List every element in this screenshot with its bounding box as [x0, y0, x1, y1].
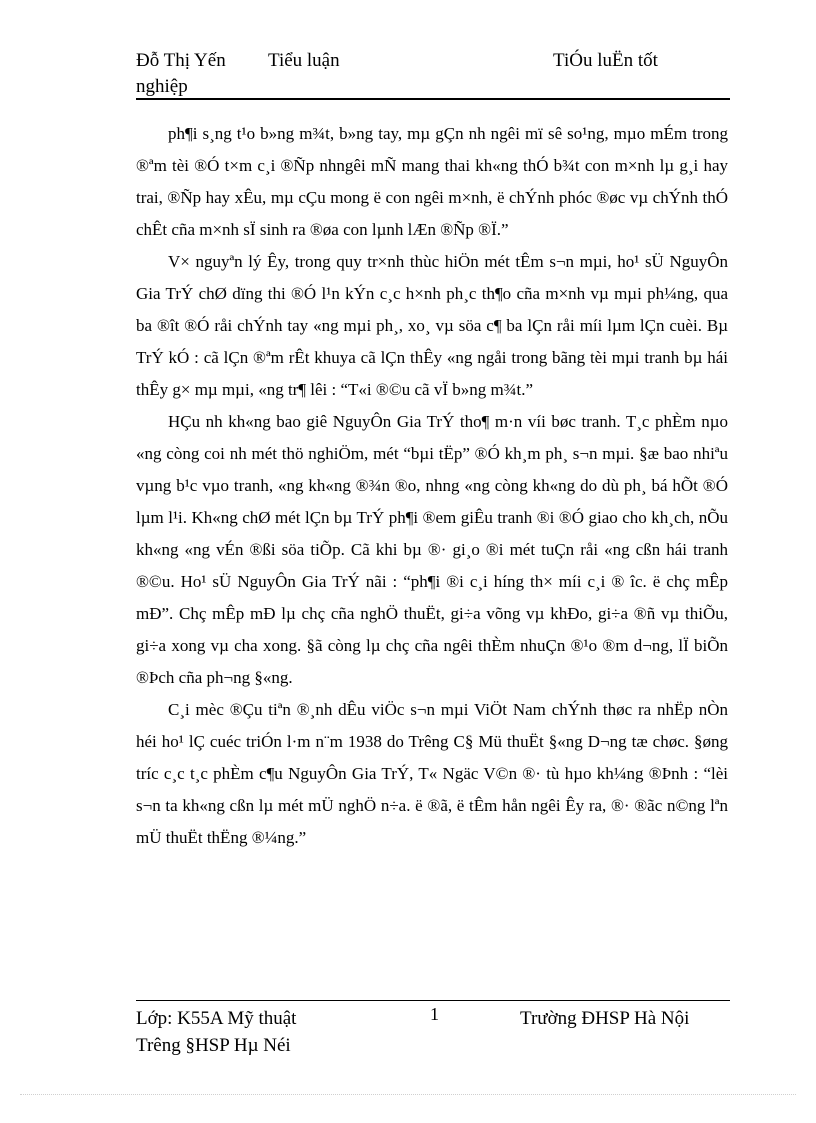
header-title: Tiểu luận [268, 50, 340, 71]
header-title-continuation: nghiệp [136, 76, 188, 97]
paragraph: HÇu nh kh«ng bao giê NguyÔn Gia TrÝ tho¶ m·n víi bøc tranh. T¸c phÈm nµo «ng còng coi nh mét thö nghiÖm, mét “bµi tËp” ®Ó kh¸m ph¸ s¬n mµi. §æ bao nhiªu vµng b¹c vµo tranh, «ng kh«ng ®¾n ®o, nhng «ng còng kh«ng do dù ph¸ bá hÕt ®Ó lµm l¹i. Kh«ng chØ mét lÇn bµ TrÝ ph¶i ®em giÊu tranh ®i ®Ó giao cho kh¸ch, nÕu kh«ng «ng vÉn ®ßi söa tiÕp. Cã khi bµ ®· gi¸o ®i mét tuÇn råi «ng cßn hái tranh ®©u. Ho¹ sÜ NguyÔn Gia TrÝ nãi : “ph¶i ®i c¸i híng th× míi c¸i ® îc. ë chç mÊp mÐ”. Chç mÊp mÐ lµ chç cña nghÖ thuËt, gi÷a võng vµ khÐo, gi÷a ®ñ vµ thiÕu, gi÷a xong vµ cha xong. §ã còng lµ chç cña ngêi thÈm nhuÇn ®¹o ®m d¬ng, lÏ biÕn ®Þch cña ph¬ng §«ng. [136, 412, 728, 687]
body-text [136, 118, 728, 854]
header-right-title: TiÓu luËn tốt [553, 50, 658, 71]
paragraph: V× nguyªn lý Êy, trong quy tr×nh thùc hiÖn mét tÊm s¬n mµi, ho¹ sÜ NguyÔn Gia TrÝ chØ dïng thi ®Ó l¹n kÝn c¸c h×nh ph¸c th¶o cña m×nh vµ mµi ph¼ng, qua ba ®ît ®Ó råi chÝnh tay «ng mµi ph¸, xo¸ vµ söa c¶ ba lÇn råi míi lµm lÇn cuèi. Bµ TrÝ kÓ : cã lÇn ®ªm rÊt khuya cã lÇn thÊy «ng ngåi trong bãng tèi mµi tranh bµ hái thÊy g× mµ mµi, «ng tr¶ lêi : “T«i ®©u cã vÏ b»ng m¾t.” [136, 252, 728, 399]
paragraph: C¸i mèc ®Çu tiªn ®¸nh dÊu viÖc s¬n mµi ViÖt Nam chÝnh thøc ra nhËp nÒn héi ho¹ lÇ cuéc triÓn l·m n¨m 1938 do Trêng C§ Mü thuËt §«ng D¬ng tæ chøc. §øng tríc c¸c t¸c phÈm c¶u NguyÔn Gia TrÝ, T« Ngäc V©n ®· tù hµo kh¼ng ®Þnh : “lèi s¬n ta kh«ng cßn lµ mét mÜ nghÖ n÷a. ë ®ã, ë tÊm hån ngêi Êy ra, ®· ®ãc n©ng lªn mÜ thuËt thËng ®¼ng.” [136, 700, 728, 847]
footer-school: Trường ĐHSP Hà Nội [520, 1008, 690, 1029]
page-bottom-dotted-line [20, 1094, 796, 1095]
footer-class: Lớp: K55A Mỹ thuật [136, 1008, 297, 1029]
header-rule [136, 98, 730, 100]
paragraph: ph¶i s¸ng t¹o b»ng m¾t, b»ng tay, mµ gÇn nh ngêi mï sê so¹ng, mµo mÉm trong ®ªm tèi ®Ó t×m c¸i ®Ñp nhngêi mÑ mang thai kh«ng thÓ b¾t con m×nh lµ g¸i hay trai, ®Ñp hay xÊu, mµ cÇu mong ë con ngêi m×nh, ë chÝnh phóc ®øc vµ chÝnh thÓ chÊt cña m×nh sÏ sinh ra ®øa con lµnh lÆn ®Ñp ®Ï.” [136, 124, 728, 239]
footer-school-legacy: Trêng §HSP Hµ Néi [136, 1035, 291, 1056]
page-number: 1 [430, 1004, 439, 1024]
header-author: Đỗ Thị Yến [136, 50, 226, 71]
